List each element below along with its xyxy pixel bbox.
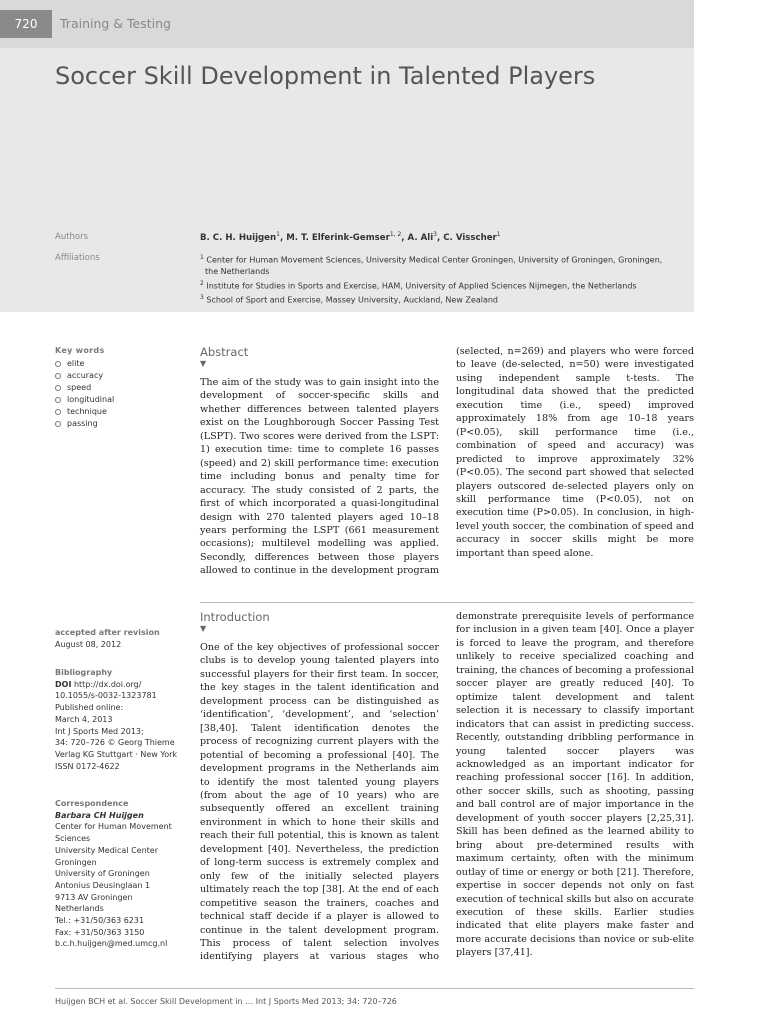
affiliation-item-cont: [200, 266, 680, 278]
correspondence-line: 9713 AV Groningen: [55, 892, 133, 902]
correspondence-line: Antonius Deusinglaan 1: [55, 880, 151, 890]
affiliation-item: [200, 278, 680, 292]
doi-line[interactable]: 10.1055/s-0032-1323781: [55, 691, 157, 701]
introduction-paragraph-2: Recently, outstanding dribbling performance in young talented soccer players was acknowledged as an important indicator for reaching professional soccer [16]. In addition, other soccer skills, such as shooting, passing and ball control are of major importance in the development of youth soccer players [2,25,31]. Skill has been defined as the learned ability to bring about pre-determined results with maximum certainty, often with the minimum outlay of time or energy or both [21]. Therefore, expertise in soccer depends not only on fast execution of technical skills but also on accurate execution of these skills. Earlier studies indicated that elite players make faster and more accurate decisions than novice or sub-elite players [37,41].: [456, 732, 694, 959]
introduction-text-col2: demonstrate prerequisite levels of performance for inclusion in a given team [40]. Once a player is forced to leave the program, and therefore unlikely to receive specialized coaching and training, the chances of becoming a professional soccer player are greatly reduced [40]. To optimize talent development and talent selection it is necessary to classify important indicators that can assist in predicting success. Recently, outstanding dribbling performance in young talented soccer players was acknowledged as an important indicator for reaching professional soccer [16]. In addition, other soccer skills, such as shooting, passing and ball control are of major importance in the development of youth soccer players [2,25,31]. Skill has been defined as the learned ability to bring about pre-determined results with maximum certainty, often with the minimum outlay of time or energy or both [21]. Therefore, expertise in soccer depends not only on fast execution of technical skills but also on accurate execution of these skills. Earlier studies indicated that elite players make faster and more accurate decisions than novice or sub-elite players [37,41].: [456, 611, 694, 959]
keyword-item: accuracy: [55, 370, 114, 382]
bibliography-block: [55, 667, 190, 772]
keyword-item: longitudinal: [55, 394, 114, 406]
doi-line: [55, 679, 190, 691]
abstract-text-col1: The aim of the study was to gain insight into the development of soccer-specific skills and whether differences between talented players exist on the Loughborough Soccer Passing Test (LSPT). Two scores were derived from the LSPT: 1) execution time: time to complete 16 passes (speed) and 2) skill performance time: execution time including bonus and penalty time for accuracy. The study consisted of 2 parts, the first of which incorporated a quasi-longitudinal design with 270 talented players aged 10–18 years performing the LSPT (661 measurement occasions); multilevel modelling was applied. Secondly, differences between those players allowed to continue in the development program: [200, 377, 439, 577]
affil-text: the Netherlands: [205, 267, 270, 277]
section-divider: [200, 602, 694, 603]
author-affil-sup: 3: [433, 231, 437, 238]
affil-text: Center for Human Movement Sciences, University Medical Center Groningen, University of Groningen, Groningen,: [206, 255, 663, 265]
author-name: A. Ali: [407, 232, 434, 243]
triangle-marker-icon: ▼: [200, 624, 207, 633]
author-name: M. T. Elferink-Gemser: [286, 232, 390, 243]
published-line: March 4, 2013: [55, 714, 113, 724]
affil-text: School of Sport and Exercise, Massey University, Auckland, New Zealand: [206, 295, 499, 305]
correspondence-heading: Correspondence: [55, 799, 129, 808]
author-name: C. Visscher: [443, 232, 497, 243]
triangle-marker-icon: ▼: [200, 359, 207, 368]
keywords-block: [55, 346, 114, 430]
author-affil-sup: 1: [276, 231, 280, 238]
correspondence-line: University Medical Center: [55, 845, 159, 855]
bibliography-heading: Bibliography: [55, 668, 113, 677]
correspondence-name: Barbara CH Huijgen: [55, 810, 144, 820]
article-title: Soccer Skill Development in Talented Players: [55, 62, 596, 90]
published-line: Published online:: [55, 703, 124, 713]
affil-text: Institute for Studies in Sports and Exercise, HAM, University of Applied Sciences Nijmegen, the Netherlands: [206, 281, 637, 291]
correspondence-line: University of Groningen: [55, 869, 150, 879]
abstract-heading: Abstract: [200, 345, 249, 359]
authors-label: Authors: [55, 232, 89, 242]
introduction-text-col1: One of the key objectives of professional soccer clubs is to develop young talented players into successful players for their first team. In soccer, the key stages in the talent identification and development process can be distinguished as ‘identification’, ‘development’, and ‘selection’ [38,40]. Talent identification denotes the process of recognizing current players with the potential of becoming a professional [40]. The development programs in the Netherlands aim to identify the most talented young players (from about the age of 10 years) who are subsequently offered an excellent training environment in which to hone their skills and reach their full potential, this is known as talent development [40]. Nevertheless, the prediction of long-term success is extremely complex and only few of the initially selected players ultimately reach the top [38]. At the end of each competitive season the trainers, coaches and technical staff decide if a player is allowed to continue in the talent development program. This process of talent selection involves identifying players at various stages who: [200, 642, 439, 963]
email-link[interactable]: b.c.h.huijgen@med.umcg.nl: [55, 939, 168, 949]
correspondence-line: Sciences: [55, 834, 91, 844]
affil-sup: 3: [200, 294, 204, 302]
correspondence-line: Netherlands: [55, 904, 104, 914]
author-affil-sup: 1: [496, 231, 501, 238]
author-affil-sup: 1, 2: [389, 231, 402, 238]
published-line: 34: 720–726 © Georg Thieme: [55, 738, 175, 748]
affiliations-label: Affiliations: [55, 253, 100, 263]
affiliation-item: [200, 292, 680, 306]
keyword-item: elite: [55, 358, 114, 370]
correspondence-line: Fax: +31/50/363 3150: [55, 927, 145, 937]
footer-citation: Huijgen BCH et al. Soccer Skill Development in … Int J Sports Med 2013; 34: 720–726: [55, 997, 397, 1006]
published-line: Int J Sports Med 2013;: [55, 726, 144, 736]
published-line: ISSN 0172-4622: [55, 761, 120, 771]
affil-sup: 2: [200, 279, 204, 287]
affiliation-list: [200, 252, 680, 306]
accepted-heading: accepted after revision: [55, 628, 160, 637]
keyword-item: technique: [55, 406, 114, 418]
footer-divider: [55, 988, 694, 989]
author-name: B. C. H. Huijgen: [200, 232, 277, 243]
doi-label: DOI: [55, 679, 72, 689]
published-line: Verlag KG Stuttgart · New York: [55, 749, 178, 759]
author-list: B. C. H. Huijgen$^1$, M. T. Elferink-Gemser$^{1, 2}$, A. Ali$^3$, C. Visscher$^1$: [200, 231, 501, 243]
correspondence-line: Groningen: [55, 857, 97, 867]
keyword-item: speed: [55, 382, 114, 394]
accepted-date: August 08, 2012: [55, 639, 122, 649]
abstract-text-col2: (selected, n=269) and players who were forced to leave (de-selected, n=50) were investigated using independent sample t-tests. The longitudinal data showed that the predicted execution time (i.e., speed) improved approximately 18% from age 10–18 years (P<0.05), skill performance time (i.e., combination of speed and accuracy) was predicted to improve approximately 32% (P<0.05). The second part showed that selected players outscored de-selected players only on skill performance time (P<0.05), not on execution time (P>0.05). In conclusion, in high-level youth soccer, the combination of speed and accuracy in soccer skills might be more important than speed alone.: [456, 346, 694, 559]
keyword-item: passing: [55, 418, 114, 430]
correspondence-block: [55, 798, 190, 950]
affiliation-item: [200, 252, 680, 266]
accepted-block: [55, 627, 190, 650]
keywords-heading: Key words: [55, 346, 105, 355]
introduction-heading: Introduction: [200, 610, 270, 624]
section-label: Training & Testing: [60, 16, 171, 31]
doi-link[interactable]: http://dx.doi.org/: [73, 679, 142, 689]
affil-sup: 1: [200, 254, 204, 261]
page-number: 720: [0, 10, 52, 38]
correspondence-line: Tel.: +31/50/363 6231: [55, 916, 145, 926]
abstract-heading-block: [200, 345, 439, 368]
keywords-list: [55, 358, 114, 430]
introduction-heading-block: [200, 610, 439, 633]
correspondence-line: Center for Human Movement: [55, 822, 172, 832]
